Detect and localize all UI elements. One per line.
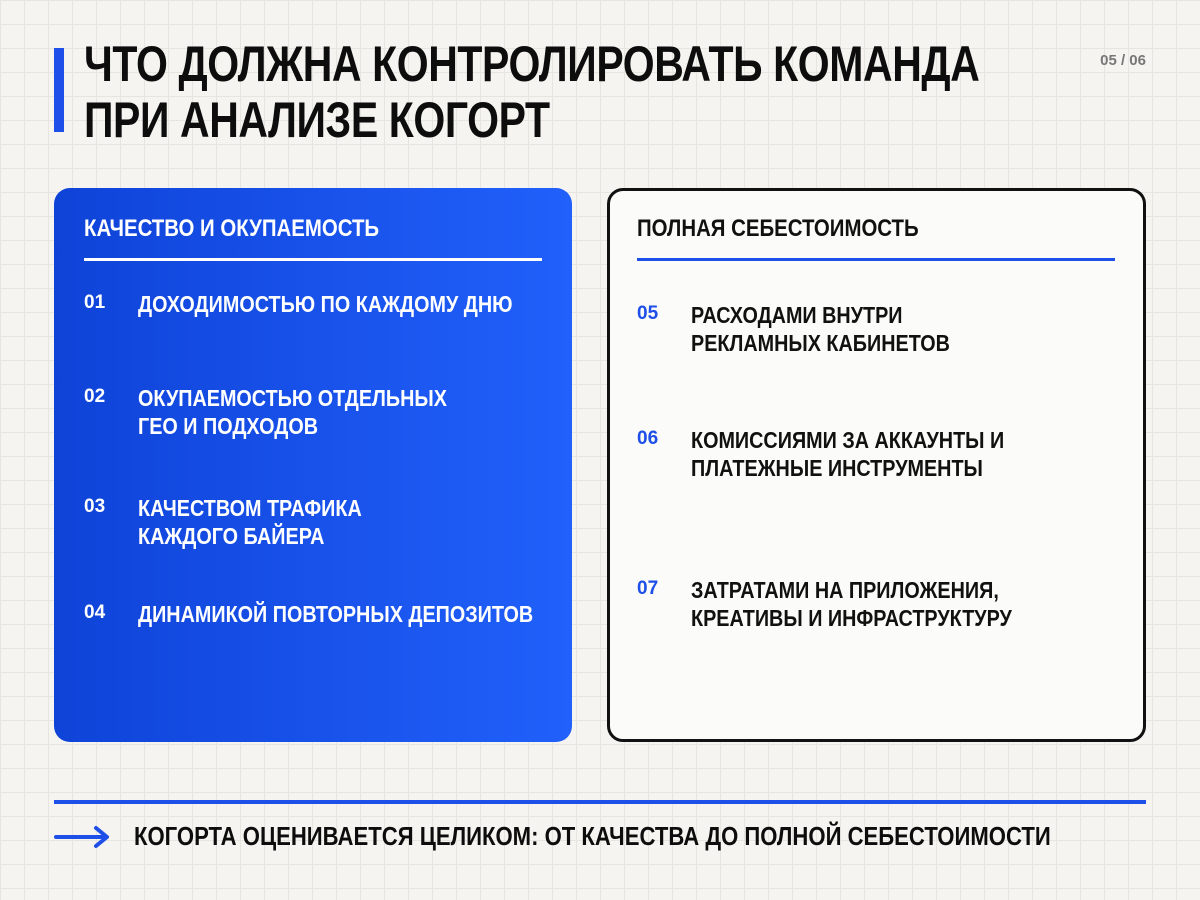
slide-title	[84, 36, 980, 148]
item-text: КОМИССИЯМИ ЗА АККАУНТЫ И ПЛАТЕЖНЫЕ ИНСТРУМЕНТЫ	[691, 427, 1005, 481]
item-text: ДИНАМИКОЙ ПОВТОРНЫХ ДЕПОЗИТОВ	[138, 601, 534, 627]
card-quality-payback	[54, 188, 572, 742]
item-text: ОКУПАЕМОСТЬЮ ОТДЕЛЬНЫХ ГЕО И ПОДХОДОВ	[138, 385, 447, 439]
item-number: 07	[637, 578, 659, 599]
card-full-cost	[607, 188, 1146, 742]
item-text: РАСХОДАМИ ВНУТРИ РЕКЛАМНЫХ КАБИНЕТОВ	[691, 302, 950, 356]
arrow-right-icon	[54, 824, 112, 850]
card-heading: ПОЛНАЯ СЕБЕСТОИМОСТЬ	[637, 215, 919, 242]
item-number: 05	[637, 303, 659, 324]
title-accent-bar	[54, 48, 64, 132]
footer-text: КОГОРТА ОЦЕНИВАЕТСЯ ЦЕЛИКОМ: ОТ КАЧЕСТВА ДО ПОЛНОЙ СЕБЕСТОИМОСТИ	[134, 821, 1051, 851]
card-divider	[637, 258, 1115, 261]
footer-divider	[54, 800, 1146, 804]
title-line-2: ПРИ АНАЛИЗЕ КОГОРТ	[84, 92, 550, 148]
item-text: КАЧЕСТВОМ ТРАФИКА КАЖДОГО БАЙЕРА	[138, 495, 362, 549]
card-heading: КАЧЕСТВО И ОКУПАЕМОСТЬ	[84, 215, 380, 242]
item-text: ЗАТРАТАМИ НА ПРИЛОЖЕНИЯ, КРЕАТИВЫ И ИНФРАСТРУКТУРУ	[691, 577, 1012, 631]
page-number: 05 / 06	[1100, 52, 1146, 69]
item-number: 06	[637, 428, 659, 449]
item-text: ДОХОДИМОСТЬЮ ПО КАЖДОМУ ДНЮ	[138, 291, 513, 317]
card-divider	[84, 258, 542, 261]
item-number: 02	[84, 386, 106, 407]
title-line-1: ЧТО ДОЛЖНА КОНТРОЛИРОВАТЬ КОМАНДА	[84, 36, 980, 92]
item-number: 01	[84, 292, 106, 313]
item-number: 04	[84, 602, 106, 623]
item-number: 03	[84, 496, 106, 517]
